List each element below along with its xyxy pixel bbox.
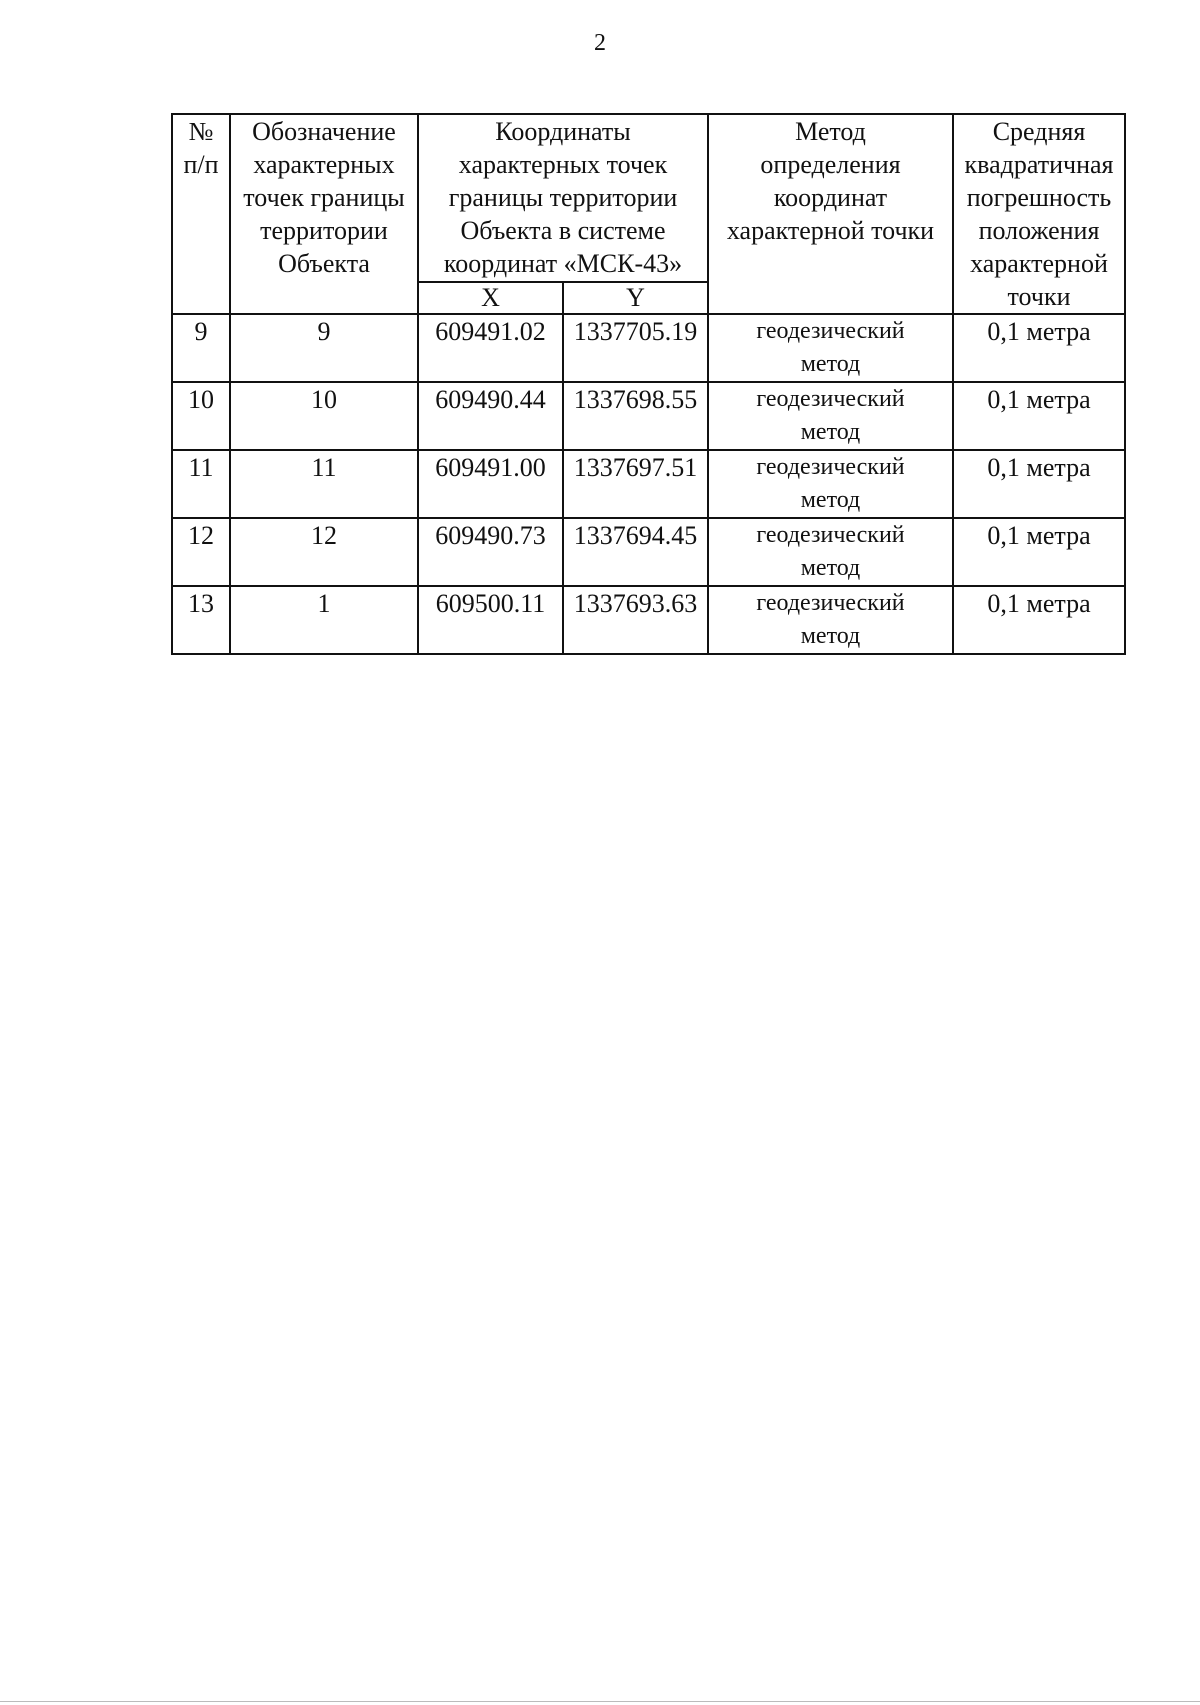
table-row xyxy=(172,314,1125,382)
cell-x: 609500.11 xyxy=(418,586,563,654)
cell-error: 0,1 метра xyxy=(953,314,1125,382)
page-edge-divider xyxy=(0,1701,1200,1702)
cell-designation: 11 xyxy=(230,450,418,518)
cell-num: 10 xyxy=(172,382,230,450)
cell-y: 1337698.55 xyxy=(563,382,708,450)
cell-designation: 1 xyxy=(230,586,418,654)
cell-method: геодезический метод xyxy=(708,450,953,518)
coordinates-table xyxy=(171,113,1126,655)
header-coordinates: Координаты характерных точек границы территории Объекта в системе координат «МСК-43» xyxy=(418,114,708,282)
cell-designation: 10 xyxy=(230,382,418,450)
table-row xyxy=(172,382,1125,450)
cell-x: 609491.00 xyxy=(418,450,563,518)
cell-method: геодезический метод xyxy=(708,382,953,450)
header-y: Y xyxy=(563,282,708,314)
table-row xyxy=(172,450,1125,518)
table-row xyxy=(172,518,1125,586)
cell-x: 609490.73 xyxy=(418,518,563,586)
cell-designation: 9 xyxy=(230,314,418,382)
header-row xyxy=(172,114,1125,282)
cell-x: 609491.02 xyxy=(418,314,563,382)
cell-error: 0,1 метра xyxy=(953,382,1125,450)
cell-error: 0,1 метра xyxy=(953,450,1125,518)
cell-num: 13 xyxy=(172,586,230,654)
header-method: Метод определения координат характерной точки xyxy=(708,114,953,314)
cell-num: 9 xyxy=(172,314,230,382)
header-error: Средняя квадратичная погрешность положения характерной точки xyxy=(953,114,1125,314)
cell-error: 0,1 метра xyxy=(953,518,1125,586)
cell-x: 609490.44 xyxy=(418,382,563,450)
header-x: X xyxy=(418,282,563,314)
cell-method: геодезический метод xyxy=(708,586,953,654)
header-designation: Обозначение характерных точек границы территории Объекта xyxy=(230,114,418,314)
header-num: № п/п xyxy=(172,114,230,314)
table-row xyxy=(172,586,1125,654)
cell-error: 0,1 метра xyxy=(953,586,1125,654)
cell-num: 12 xyxy=(172,518,230,586)
cell-y: 1337705.19 xyxy=(563,314,708,382)
cell-y: 1337697.51 xyxy=(563,450,708,518)
cell-method: геодезический метод xyxy=(708,314,953,382)
cell-designation: 12 xyxy=(230,518,418,586)
cell-method: геодезический метод xyxy=(708,518,953,586)
page-number: 2 xyxy=(594,30,606,56)
cell-num: 11 xyxy=(172,450,230,518)
cell-y: 1337693.63 xyxy=(563,586,708,654)
cell-y: 1337694.45 xyxy=(563,518,708,586)
